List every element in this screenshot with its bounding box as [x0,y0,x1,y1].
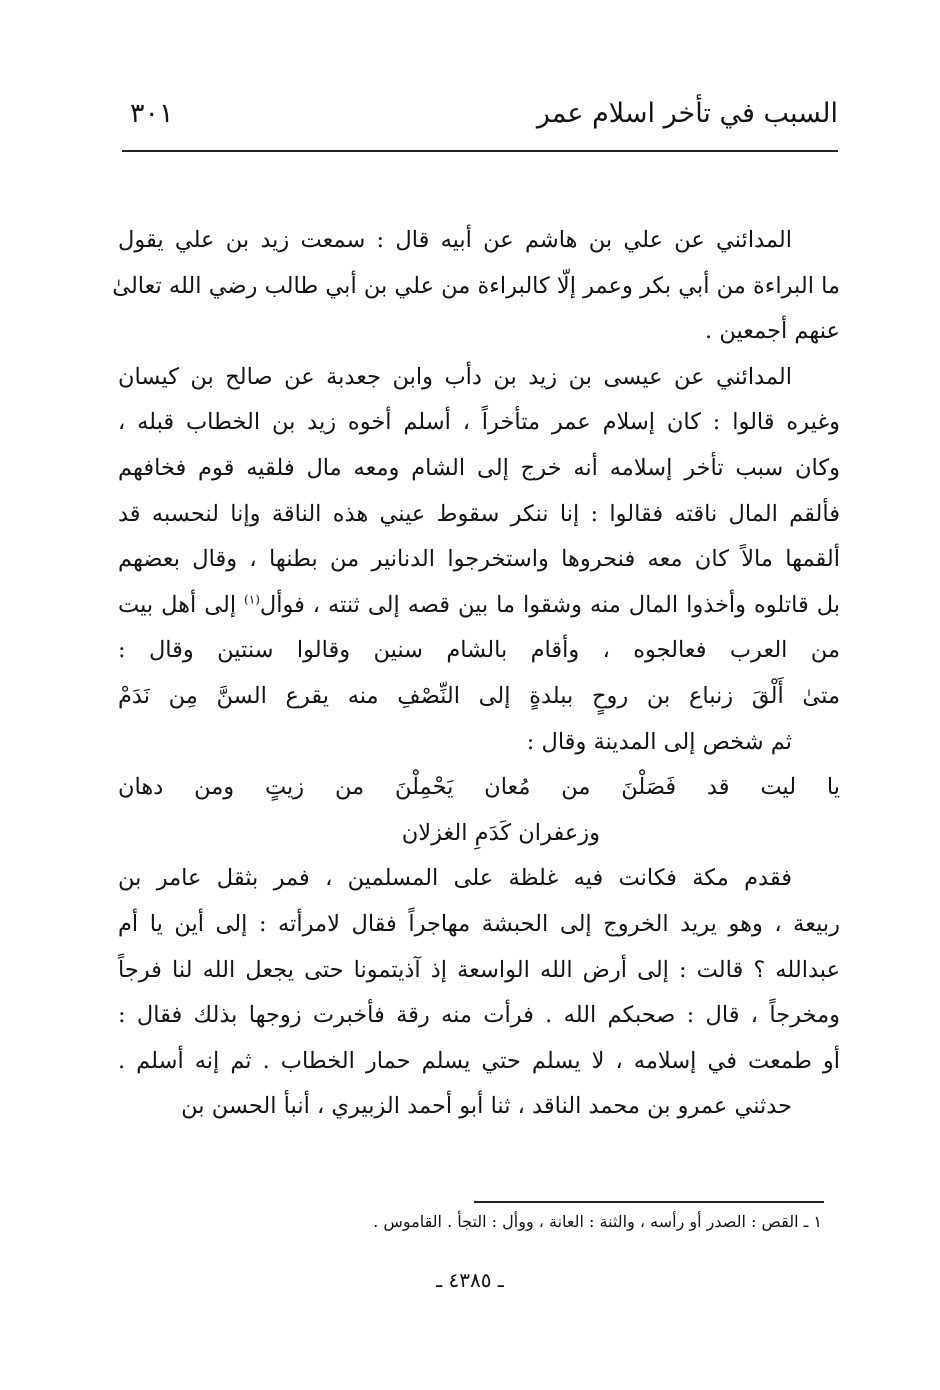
footnote: ١ ـ القص : الصدر أو رأسه ، والثنة : العانة ، ووأل : التجأ . القاموس . [373,1212,822,1231]
text-line: المدائني عن علي بن هاشم عن أبيه قال : سمعت زيد بن علي يقول [118,227,792,253]
text-line: وغيره قالوا : كان إسلام عمر متأخراً ، أسلم أخوه زيد بن الخطاب قبله ، [118,409,840,436]
header-rule [122,150,838,152]
text-line: عنهم أجمعين . [705,318,840,345]
body-text [112,218,840,1130]
verse-line: وزعفران كَدَمِ الغزلان [401,819,600,846]
text-line: ثم شخص إلى المدينة وقال : [526,728,792,755]
text-segment: إلى أهل بيت [118,591,245,618]
page-number: ٣٠١ [130,98,174,129]
running-title: السبب في تأخر اسلام عمر [536,98,838,129]
volume-page-number: ـ ٤٣٨٥ ـ [436,1268,504,1292]
text-line: أو طمعت في إسلامه ، لا يسلم حتي يسلم حمار الخطاب . ثم إنه أسلم . [118,1047,840,1074]
text-line-with-footnote [118,583,840,629]
text-line: ومخرجاً ، قال : صحبكم الله . فرأت منه رقة فأخبرت زوجها بذلك فقال : [118,1002,840,1029]
text-line: ألقمها مالاً كان معه فنحروها واستخرجوا الدنانير من بطنها ، وقال بعضهم [118,546,840,573]
text-line: فقدم مكة فكانت فيه غلظة على المسلمين ، فمر بثقل عامر بن [118,865,792,892]
text-line: وكان سبب تأخر إسلامه أنه خرج إلى الشام ومعه مال فلقيه قوم فخافهم [118,454,840,481]
text-line: ربيعة ، وهو يريد الخروج إلى الحبشة مهاجراً فقال لامرأته : إلى أين يا أم [118,910,840,937]
text-line: المدائني عن عيسى بن زيد بن دأب وابن جعدبة عن صالح بن كيسان [118,363,792,390]
footnote-marker: (١) [244,592,260,607]
text-line: ما البراءة من أبي بكر وعمر إلّا كالبراءة من علي بن أبي طالب رضي الله تعالىٰ [112,272,840,299]
text-segment: بل قاتلوه وأخذوا المال منه وشقوا ما بين قصه إلى ثنته ، فوأل [259,591,840,618]
page-header [122,96,838,146]
footnote-rule [474,1201,824,1203]
text-line: عبدالله ؟ قالت : إلى أرض الله الواسعة إذ آذيتمونا حتى يجعل الله لنا فرجاً [118,956,840,983]
text-line: من العرب فعالجوه ، وأقام بالشام سنين وقالوا سنتين وقال : [118,637,840,664]
text-line: فألقم المال ناقته فقالوا : إنا ننكر سقوط عيني هذه الناقة وإنا لنحسبه قد [118,500,840,527]
verse-line: يا ليت قد فَصَلْنَ من مُعان يَحْمِلْنَ من زيتٍ ومن دهان [118,774,840,801]
text-line: حدثني عمرو بن محمد الناقد ، ثنا أبو أحمد الزبيري ، أنبأ الحسن بن [181,1093,792,1120]
verse-line: متىٰ أَلْقَ زنباع بن روحٍ ببلدةٍ إلى النِّصْفِ منه يقرع السنَّ مِن نَدَمْ [118,682,840,709]
